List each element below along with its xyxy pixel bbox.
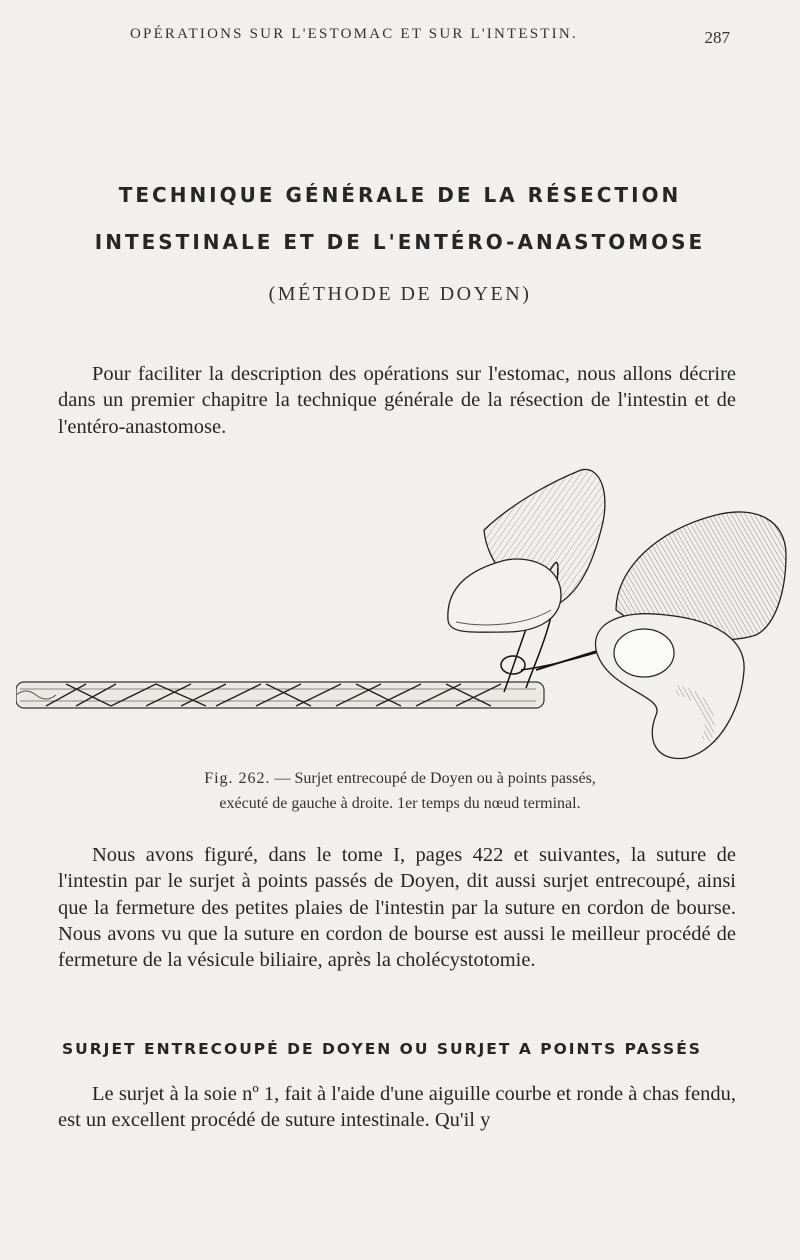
chapter-subtitle: (MÉTHODE DE DOYEN) — [268, 283, 532, 305]
suture-hands-drawing — [16, 460, 788, 760]
third-paragraph-text: Le surjet à la soie nº 1, fait à l'aide d'une aiguille courbe et ronde à chas fendu, est un excellent procédé de suture intestinale. Qu'il y — [58, 1083, 736, 1132]
running-head — [60, 26, 740, 50]
figure-caption-line-2: exécuté de gauche à droite. 1er temps du nœud terminal. — [219, 795, 581, 812]
section-heading: SURJET ENTRECOUPÉ DE DOYEN OU SURJET A POINTS PASSÉS — [62, 1040, 702, 1058]
figure-caption — [0, 766, 800, 816]
third-paragraph — [58, 1081, 736, 1134]
right-hand-drawing — [596, 512, 786, 759]
intro-paragraph — [58, 361, 736, 440]
intro-paragraph-text: Pour faciliter la description des opérations sur l'estomac, nous allons décrire dans un premier chapitre la technique générale de la résection de l'intestin et de l'entéro-anastomose. — [58, 363, 736, 438]
figure-number: Fig. 262. — [204, 770, 271, 787]
chapter-title — [0, 172, 800, 266]
chapter-title-line-1: TECHNIQUE GÉNÉRALE DE LA RÉSECTION — [118, 183, 682, 207]
chapter-title-line-2: INTESTINALE ET DE L'ENTÉRO-ANASTOMOSE — [94, 230, 706, 254]
figure-caption-line-1 — [0, 766, 800, 791]
running-head-title: OPÉRATIONS SUR L'ESTOMAC ET SUR L'INTESTIN. — [130, 26, 578, 42]
figure-caption-text-1: — Surjet entrecoupé de Doyen ou à points passés, — [274, 770, 596, 787]
left-hand-drawing — [448, 469, 605, 632]
second-paragraph — [58, 842, 736, 973]
page-number: 287 — [704, 28, 730, 47]
surgical-illustration — [16, 460, 788, 760]
second-paragraph-text: Nous avons figuré, dans le tome I, pages 422 et suivantes, la suture de l'intestin par le surjet à points passés de Doyen, dit aussi surjet entrecoupé, ainsi que la fermeture des petites plaies de l'intestin par la suture en cordon de bourse. Nous avons vu que la suture en cordon de bourse est aussi le meilleur procédé de fermeture de la vésicule biliaire, après la cholécystotomie. — [58, 844, 736, 972]
